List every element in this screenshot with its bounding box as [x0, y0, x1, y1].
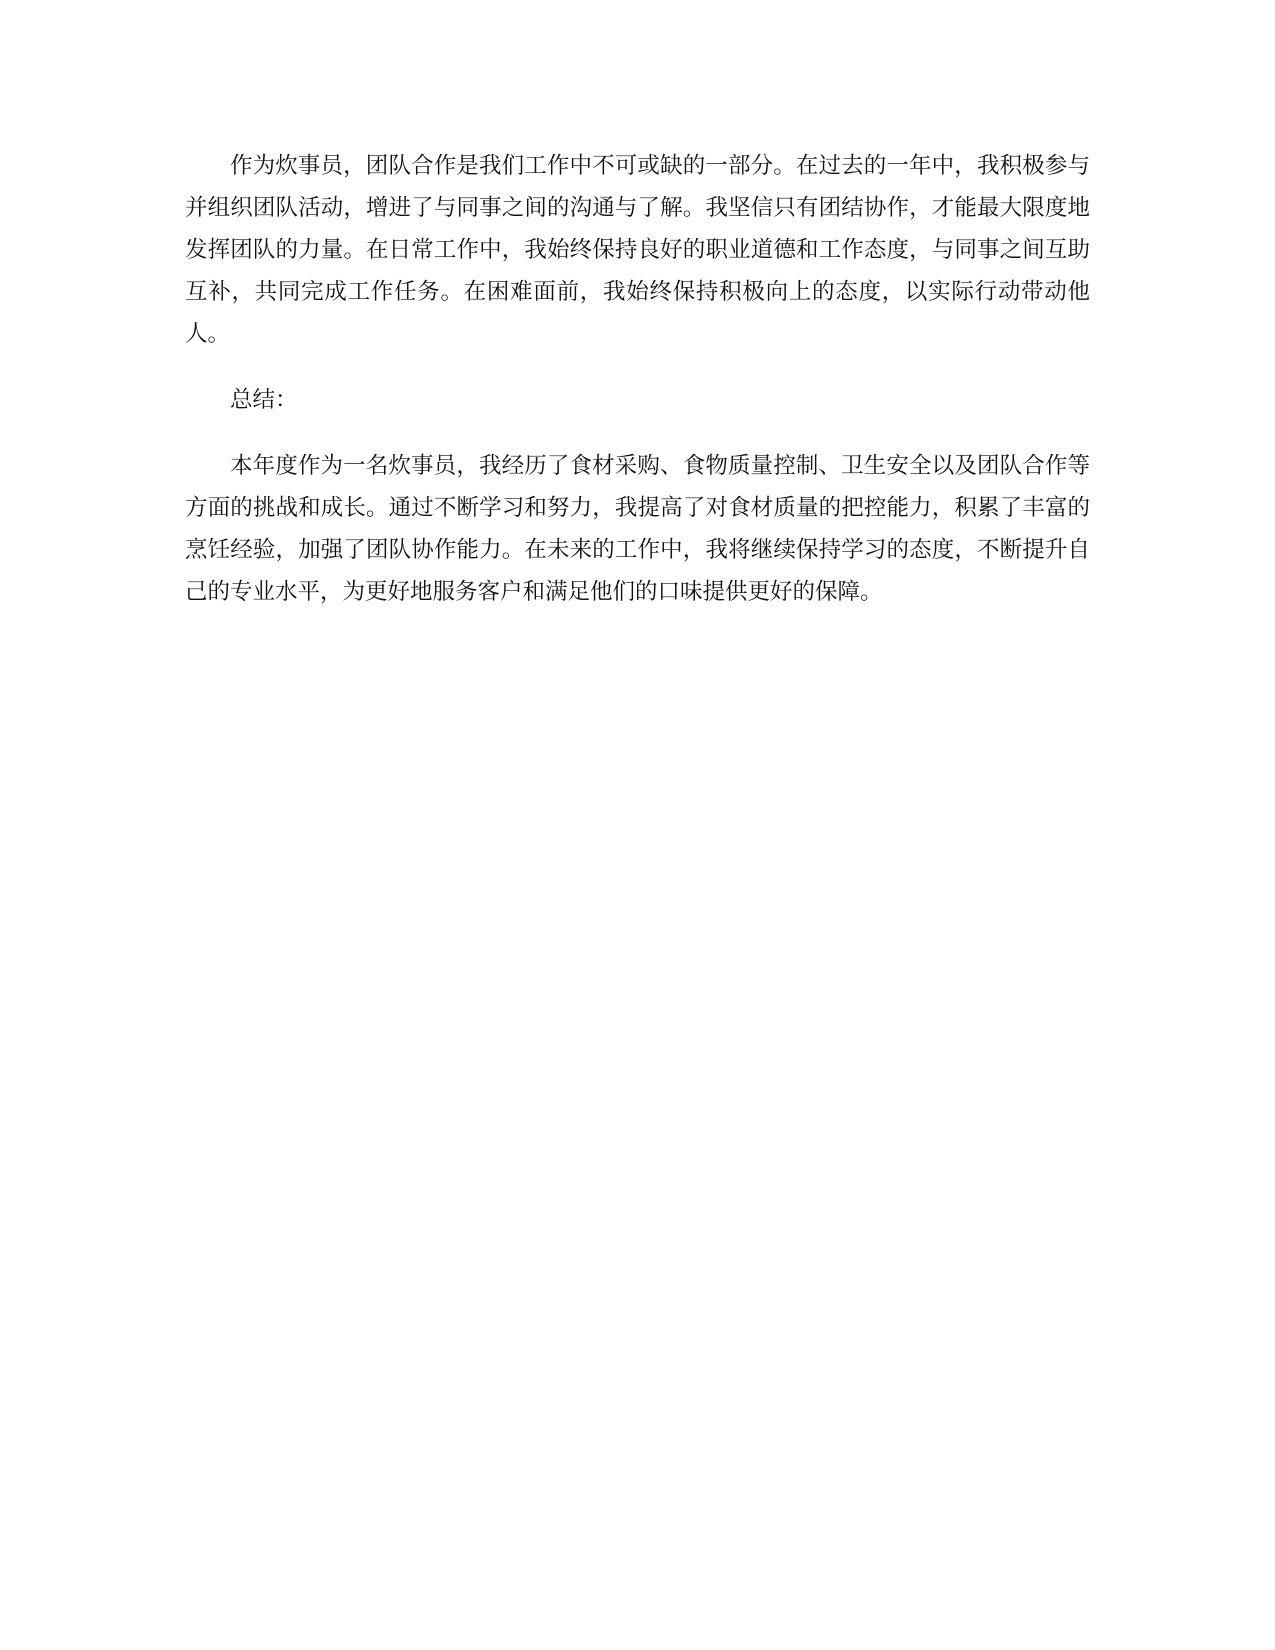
paragraph-teamwork: 作为炊事员，团队合作是我们工作中不可或缺的一部分。在过去的一年中，我积极参与并组织团队活动，增进了与同事之间的沟通与了解。我坚信只有团结协作，才能最大限度地发挥团队的力量。在日常工作中，我始终保持良好的职业道德和工作态度，与同事之间互助互补，共同完成工作任务。在困难面前，我始终保持积极向上的态度，以实际行动带动他人。 — [185, 153, 1090, 347]
paragraph-summary: 本年度作为一名炊事员，我经历了食材采购、食物质量控制、卫生安全以及团队合作等方面的挑战和成长。通过不断学习和努力，我提高了对食材质量的把控能力，积累了丰富的烹饪经验，加强了团队协作能力。在未来的工作中，我将继续保持学习的态度，不断提升自己的专业水平，为更好地服务客户和满足他们的口味提供更好的保障。 — [185, 453, 1090, 605]
document-body — [185, 145, 1090, 637]
summary-heading: 总结： — [230, 387, 298, 413]
